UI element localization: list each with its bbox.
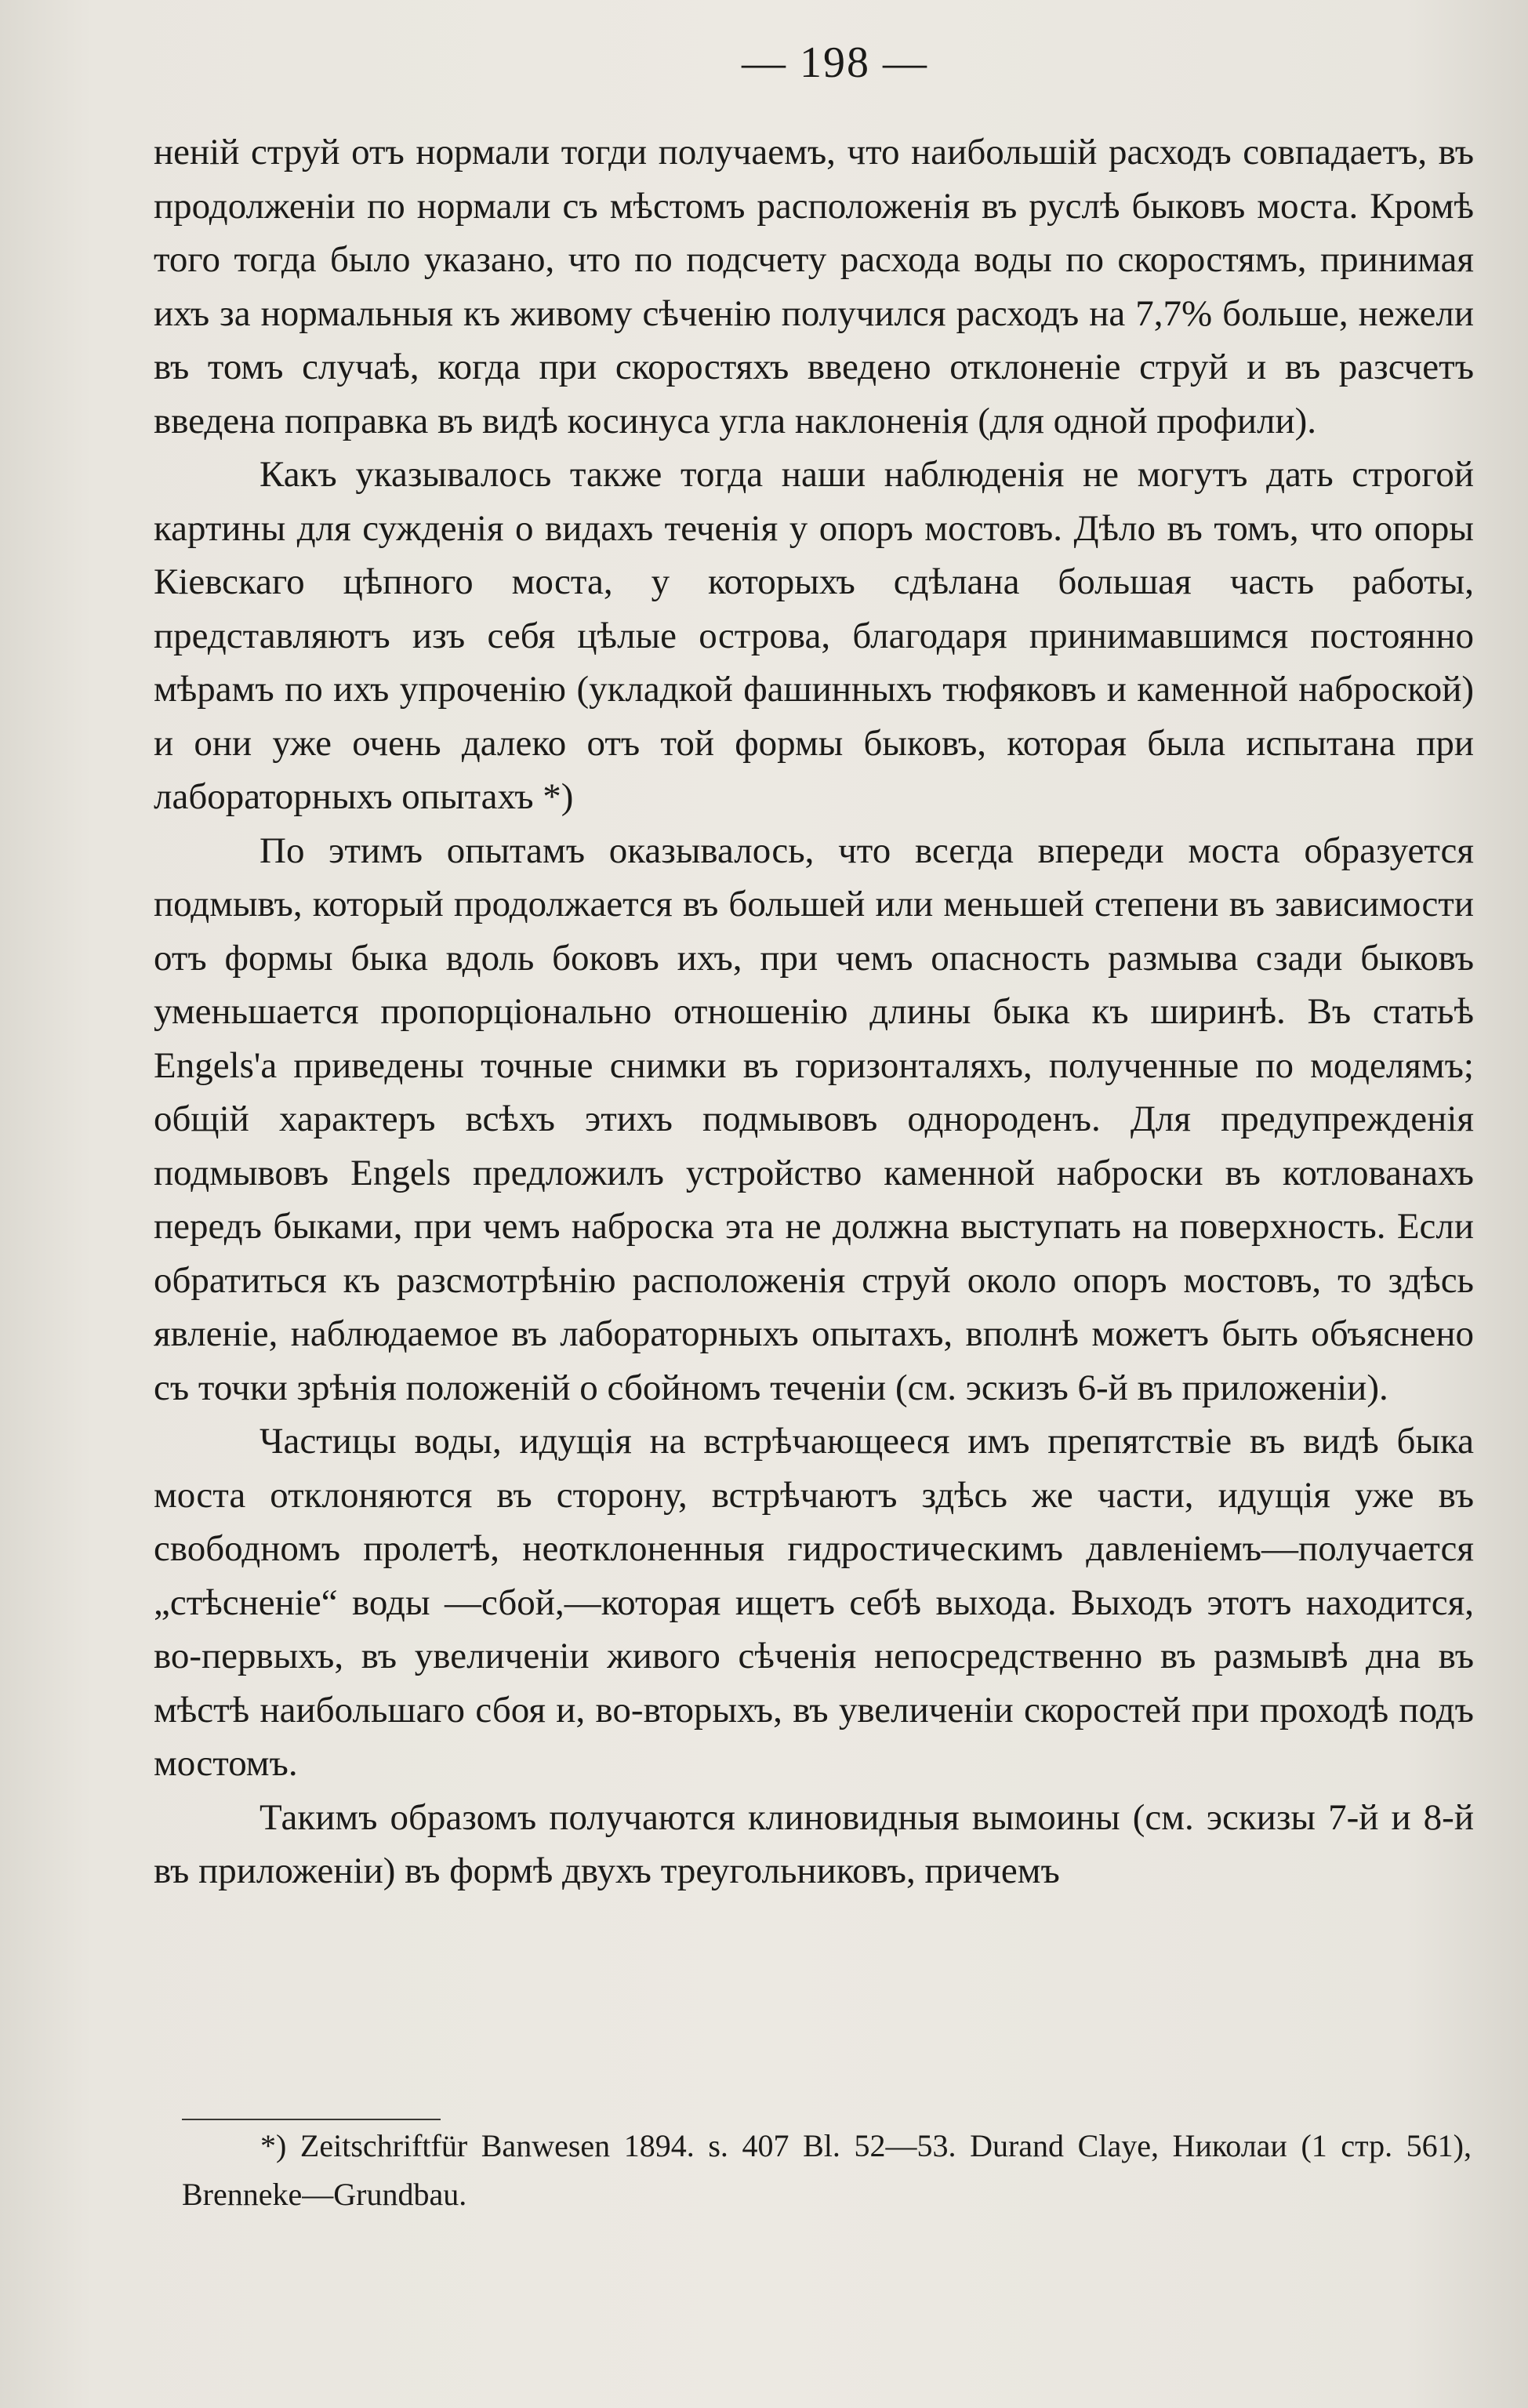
paragraph-5: Такимъ образомъ получаются клиновидныя вымоины (см. эскизы 7-й и 8-й въ приложенiи) въ формѣ двухъ треугольниковъ, причемъ [154, 1796, 1474, 1891]
page-number: — 198 — [742, 38, 928, 87]
paragraph-3: По этимъ опытамъ оказывалось, что всегда впереди моста образуется подмывъ, который продолжается въ большей или меньшей степени въ зависимости отъ формы быка вдоль боковъ ихъ, при чемъ опасность размыва сзади быковъ уменьшается пропорцiонально отношенiю длины быка къ ширинѣ. Въ статьѣ Engels'а приведены точные снимки въ горизонталяхъ, полученные по моделямъ; общiй характеръ всѣхъ этихъ подмывовъ однороденъ. Для предупрежденiя подмывовъ Engels предложилъ устройство каменной наброски въ котлованахъ передъ быками, при чемъ наброска эта не должна выступать на поверхность. Если обратиться къ разсмотрѣнiю расположенiя струй около опоръ мостовъ, то здѣсь явленiе, наблюдаемое въ лабораторныхъ опытахъ, вполнѣ можетъ быть объяснено съ точки зрѣнiя положенiй о сбойномъ теченiи (см. эскизъ 6-й въ приложенiи). [154, 830, 1474, 1408]
paragraph-2: Какъ указывалось также тогда наши наблюденiя не могутъ дать строгой картины для сужденiя о видахъ теченiя у опоръ мостовъ. Дѣло въ томъ, что опоры Кiевскаго цѣпного моста, у которыхъ сдѣлана большая часть работы, представляютъ изъ себя цѣлые острова, благодаря принимавшимся постоянно мѣрамъ по ихъ упроченiю (укладкой фашинныхъ тюфяковъ и каменной наброской) и они уже очень далеко отъ той формы быковъ, которая была испытана при лабораторныхъ опытахъ *) [154, 454, 1474, 817]
body-text [154, 125, 1474, 1898]
footnote-divider [182, 2119, 441, 2120]
paragraph-1: ненiй струй отъ нормали тогди получаемъ, что наибольшiй расходъ совпадаетъ, въ продолженiи по нормали съ мѣстомъ расположенiя въ руслѣ быковъ моста. Кромѣ того тогда было указано, что по подсчету расхода воды по скоростямъ, принимая ихъ за нормальныя къ живому сѣченiю получился расходъ на 7,7% больше, нежели въ томъ случаѣ, когда при скоростяхъ введено отклоненiе струй и въ разсчетъ введена поправка въ видѣ косинуса угла наклоненiя (для одной профили). [154, 132, 1474, 441]
footnote: *) Zeitschriftfür Banwesen 1894. s. 407 Bl. 52—53. Durand Claye, Николаи (1 стр. 561), Brenneke—Grundbau. [182, 2128, 1472, 2212]
paragraph-4: Частицы воды, идущiя на встрѣчающееся имъ препятствiе въ видѣ быка моста отклоняются въ сторону, встрѣчаютъ здѣсь же части, идущiя уже въ свободномъ пролетѣ, неотклоненныя гидростическимъ давленiемъ—получается „стѣсненiе“ воды —сбой,—которая ищетъ себѣ выхода. Выходъ этотъ находится, во-первыхъ, въ увеличенiи живого сѣченiя непосредственно въ размывѣ дна въ мѣстѣ наибольшаго сбоя и, во-вторыхъ, въ увеличенiи скоростей при проходѣ подъ мостомъ. [154, 1421, 1474, 1784]
